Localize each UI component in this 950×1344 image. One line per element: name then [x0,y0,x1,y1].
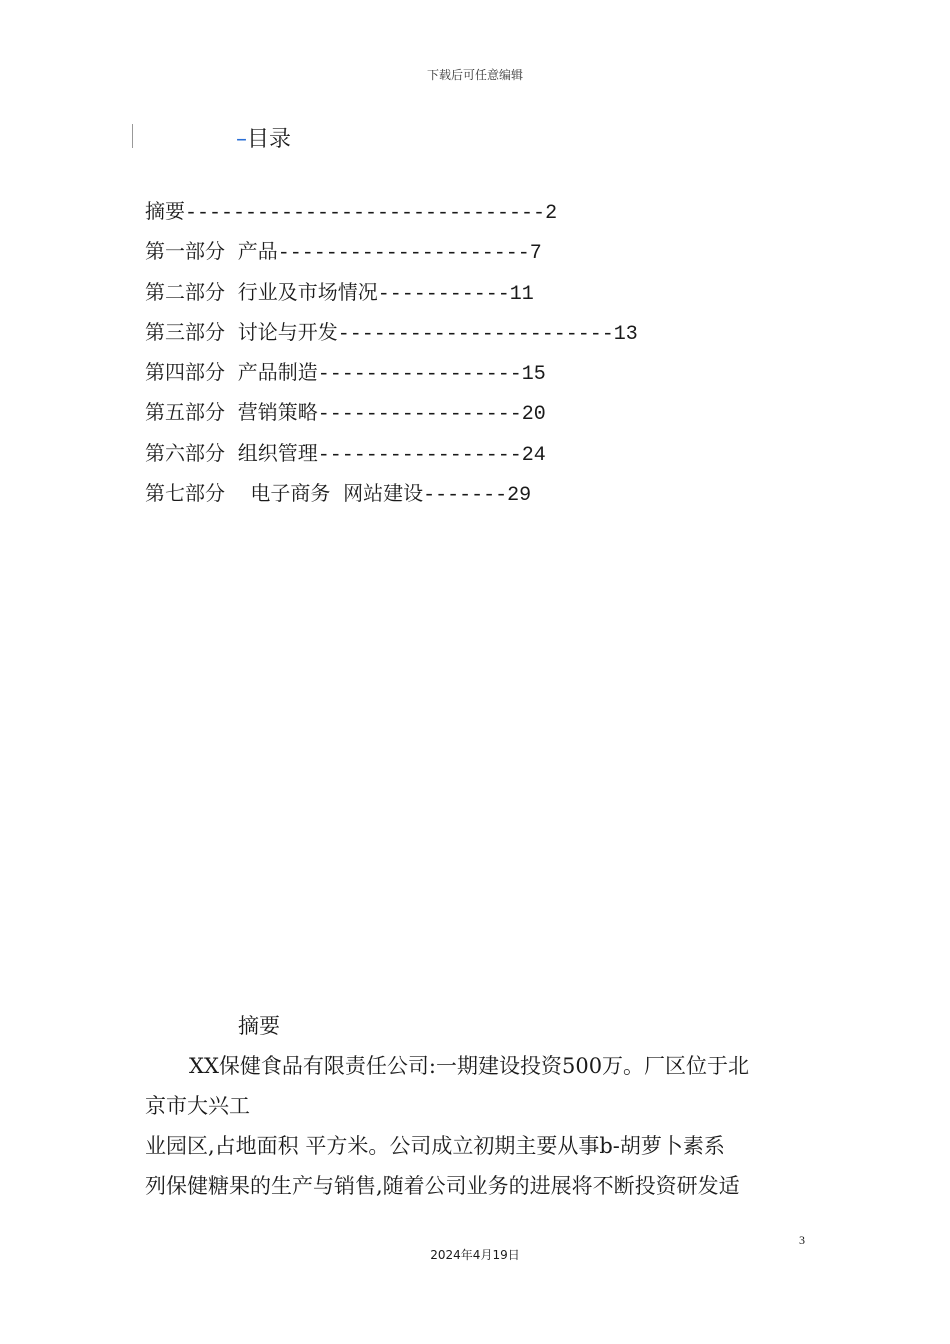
summary-line: XX保健食品有限责任公司:一期建设投资500万。厂区位于北 [189,1054,750,1078]
toc-entry-label: 第三部分 讨论与开发 [145,319,338,344]
toc-entry[interactable] [145,438,638,478]
toc-entry[interactable] [145,317,638,357]
page-number: 3 [799,1233,805,1247]
summary-heading: 摘要 [238,1014,280,1038]
toc-entry-page: 29 [507,484,532,508]
toc-entry-page: 11 [509,282,534,306]
toc-entry[interactable] [145,277,638,317]
toc-entry-leader: ----------------- [317,363,522,387]
toc-title-text: 目录 [247,127,292,152]
toc-title [236,122,291,153]
toc-entry-page: 2 [545,202,558,225]
toc-entry-page: 24 [521,443,546,467]
toc-entry-label: 摘要 [145,199,185,223]
toc-entry[interactable] [145,236,638,276]
toc-entry-label: 第六部分 组织管理 [145,440,318,465]
summary-line: 京市大兴工 [145,1094,250,1118]
toc-entry-page: 13 [613,322,638,346]
footer-date: 2024年4月19日 [430,1248,520,1262]
toc-entry-leader: --------------------- [277,242,530,266]
summary-line: 列保健糖果的生产与销售,随着公司业务的进展将不断投资研发适 [145,1174,740,1198]
toc-entry-label: 第七部分 电子商务 网站建设 [145,481,424,506]
toc-entry-leader: ----------------------- [337,322,614,346]
toc-entry-page: 15 [521,363,546,387]
toc-entry-page: 7 [529,242,542,266]
toc-entry-label: 第一部分 产品 [145,239,278,264]
toc-entry-leader: ----------------- [317,443,522,467]
toc-entry-label: 第二部分 行业及市场情况 [145,279,378,304]
summary-body [145,1046,810,1206]
toc-entry-label: 第五部分 营销策略 [145,400,318,425]
toc-entry-page: 20 [521,403,546,427]
toc-entry-leader: ----------- [377,282,510,306]
toc-entry-label: 第四部分 产品制造 [145,360,318,385]
summary-line: 业园区,占地面积 平方米。公司成立初期主要从事b-胡萝卜素系 [145,1134,725,1158]
toc-entry-leader: ----------------- [317,403,522,427]
toc-entry-leader: ------------------------------ [185,202,546,225]
toc-list [145,196,638,518]
toc-entry[interactable] [145,397,638,437]
toc-entry[interactable] [145,357,638,397]
toc-entry[interactable] [145,196,638,236]
toc-entry-leader: ------- [423,484,508,508]
header-note: 下载后可任意编辑 [426,68,523,82]
toc-entry[interactable] [145,478,638,518]
margin-mark [132,124,133,148]
toc-title-prefix: – [236,127,247,152]
